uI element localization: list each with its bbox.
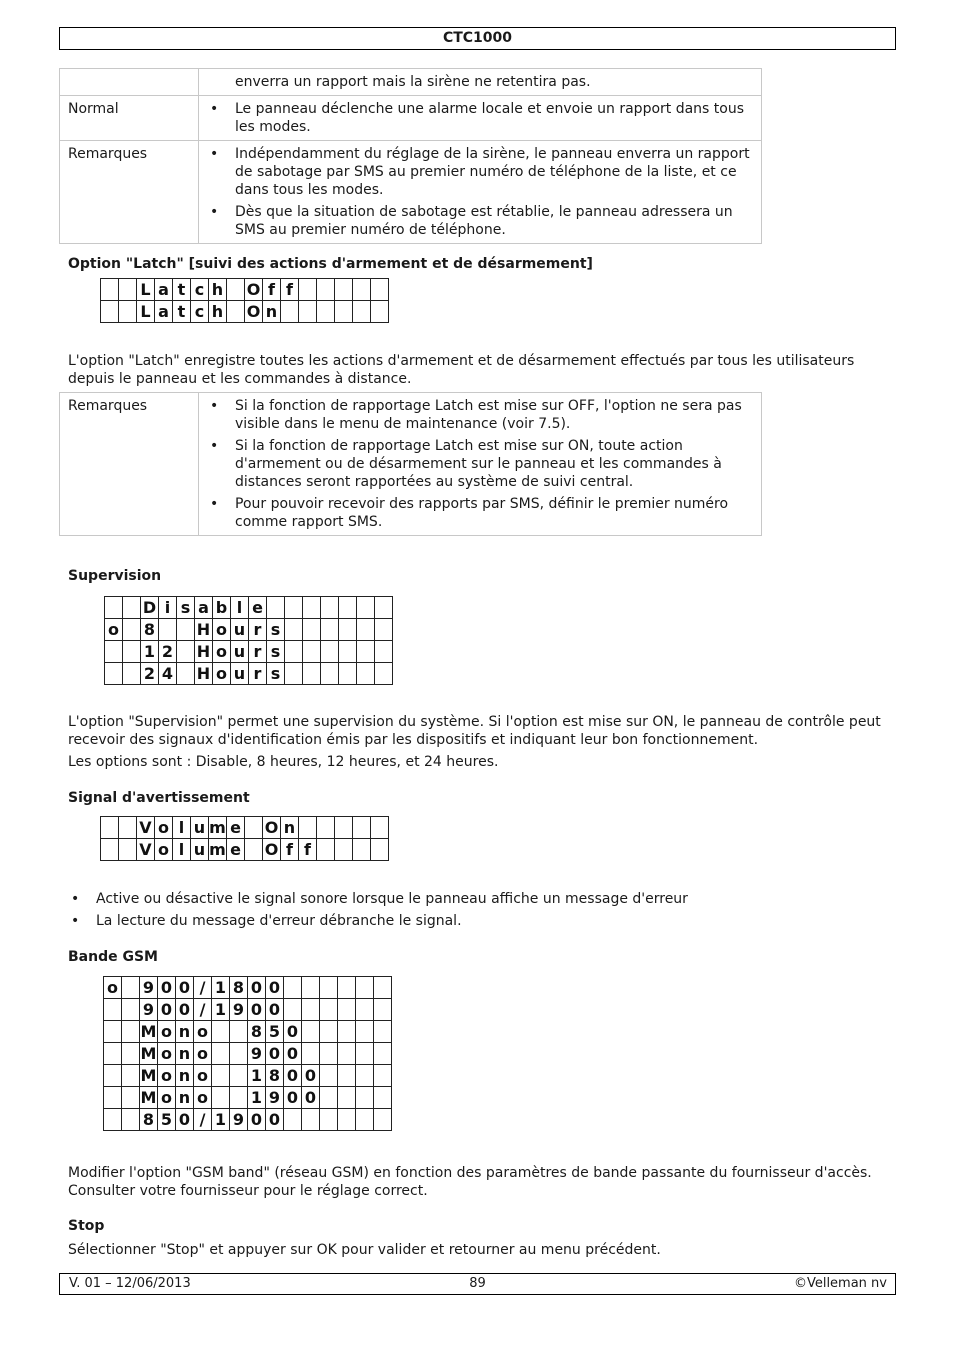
list-item: • Si la fonction de rapportage Latch est mise sur OFF, l'option ne sera pas visible dans le menu de maintenance (voir 7.5).: [207, 397, 753, 433]
lcd-cell: n: [263, 301, 281, 323]
lcd-cell: 0: [284, 1087, 302, 1109]
lcd-cell: [338, 1087, 356, 1109]
lcd-cell: [212, 1065, 230, 1087]
lcd-cell: [230, 1021, 248, 1043]
lcd-cell: [338, 1021, 356, 1043]
lcd-cell: L: [137, 279, 155, 301]
signal-bullet-list: [68, 890, 894, 930]
row-label: [60, 69, 199, 96]
lcd-cell: M: [140, 1044, 157, 1063]
lcd-cell: t: [173, 301, 191, 323]
lcd-cell: [374, 1043, 392, 1065]
lcd-cell: 0: [176, 999, 194, 1021]
lcd-cell: [101, 301, 119, 323]
lcd-cell: n: [176, 1087, 194, 1109]
lcd-cell: [356, 1043, 374, 1065]
lcd-cell: [374, 1087, 392, 1109]
lcd-cell: 0: [266, 1043, 284, 1065]
lcd-cell: [285, 619, 303, 641]
lcd-cell: [353, 279, 371, 301]
lcd-cell: e: [249, 597, 267, 619]
list-item: • Pour pouvoir recevoir des rapports par SMS, définir le premier numéro comme rapport SMS.: [207, 495, 753, 531]
lcd-cell: s: [177, 597, 195, 619]
lcd-cell: [357, 641, 375, 663]
lcd-cell: a: [195, 597, 213, 619]
lcd-cell: o: [105, 619, 123, 641]
row-label: Remarques: [60, 141, 199, 244]
lcd-cell: [320, 977, 338, 999]
lcd-cell: M: [140, 1088, 157, 1107]
lcd-cell: 0: [158, 977, 176, 999]
lcd-cell: [321, 663, 339, 685]
lcd-display-gsm: [103, 976, 392, 1131]
lcd-cell: 2: [159, 641, 177, 663]
lcd-cell: [321, 641, 339, 663]
lcd-cell: [104, 1021, 122, 1043]
lcd-cell: [177, 619, 195, 641]
lcd-cell: [353, 839, 371, 861]
lcd-cell: [303, 663, 321, 685]
lcd-cell: [302, 1021, 320, 1043]
lcd-cell: [321, 619, 339, 641]
lcd-cell: [353, 817, 371, 839]
lcd-cell: o: [213, 619, 231, 641]
table-sabotage-options: [59, 68, 762, 244]
lcd-cell: [356, 1021, 374, 1043]
lcd-cell: 8: [248, 1021, 266, 1043]
lcd-cell: 0: [302, 1087, 320, 1109]
lcd-cell: m: [209, 818, 226, 837]
footer-version: V. 01 – 12/06/2013: [69, 1276, 191, 1291]
lcd-cell: o: [158, 1065, 176, 1087]
lcd-row: [105, 641, 393, 663]
lcd-cell: [122, 1021, 140, 1043]
list-item: • Dès que la situation de sabotage est rétablie, le panneau adressera un SMS au premier numéro de téléphone.: [207, 203, 753, 239]
lcd-cell: O: [263, 817, 281, 839]
lcd-cell: [230, 1087, 248, 1109]
lcd-cell: s: [267, 641, 285, 663]
list-item: • La lecture du message d'erreur débranche le signal.: [68, 912, 894, 930]
lcd-cell: [339, 619, 357, 641]
lcd-cell: [353, 301, 371, 323]
lcd-cell: [357, 597, 375, 619]
lcd-cell: [119, 279, 137, 301]
lcd-row: [105, 663, 393, 685]
lcd-cell: 8: [266, 1065, 284, 1087]
lcd-row: [104, 999, 392, 1021]
lcd-cell: [302, 1043, 320, 1065]
lcd-cell: [371, 301, 389, 323]
lcd-row: [101, 839, 389, 861]
lcd-cell: 5: [158, 1109, 176, 1131]
lcd-cell: [371, 279, 389, 301]
page-header: CTC1000: [59, 27, 896, 50]
lcd-cell: [339, 641, 357, 663]
lcd-cell: [230, 1043, 248, 1065]
lcd-cell: [321, 597, 339, 619]
lcd-row: [104, 1065, 392, 1087]
lcd-cell: [122, 999, 140, 1021]
row-continuation-text: enverra un rapport mais la sirène ne retentira pas.: [235, 74, 591, 90]
lcd-cell: [317, 301, 335, 323]
lcd-cell: [119, 839, 137, 861]
lcd-cell: [320, 999, 338, 1021]
lcd-cell: [104, 1043, 122, 1065]
lcd-cell: 2: [141, 663, 159, 685]
lcd-cell: [339, 597, 357, 619]
lcd-cell: 9: [248, 1043, 266, 1065]
lcd-cell: c: [191, 279, 209, 301]
table-latch-remarks: [59, 392, 762, 536]
row-label: Remarques: [60, 393, 199, 536]
lcd-cell: V: [137, 817, 155, 839]
footer-copyright: ©Velleman nv: [793, 1276, 887, 1291]
lcd-cell: [320, 1065, 338, 1087]
lcd-cell: o: [213, 641, 231, 663]
lcd-cell: 0: [266, 1109, 284, 1131]
lcd-cell: u: [231, 641, 249, 663]
lcd-cell: 1: [141, 641, 159, 663]
lcd-cell: [122, 1109, 140, 1131]
lcd-cell: [212, 1021, 230, 1043]
lcd-cell: u: [191, 817, 209, 839]
lcd-cell: [101, 839, 119, 861]
lcd-cell: [284, 999, 302, 1021]
lcd-cell: 8: [141, 619, 159, 641]
lcd-cell: 5: [266, 1021, 284, 1043]
list-item: • Active ou désactive le signal sonore lorsque le panneau affiche un message d'erreur: [68, 890, 894, 908]
lcd-cell: [299, 817, 317, 839]
lcd-cell: [267, 597, 285, 619]
lcd-cell: e: [227, 839, 245, 861]
lcd-cell: [374, 1065, 392, 1087]
lcd-cell: s: [267, 619, 285, 641]
stop-description: Sélectionner "Stop" et appuyer sur OK pour valider et retourner au menu précédent.: [68, 1242, 661, 1258]
page-number: 89: [469, 1276, 486, 1291]
lcd-cell: 9: [140, 999, 158, 1021]
lcd-cell: [335, 817, 353, 839]
lcd-cell: 0: [248, 977, 266, 999]
lcd-cell: [105, 663, 123, 685]
lcd-cell: o: [194, 1065, 212, 1087]
section-heading-supervision: Supervision: [68, 568, 162, 584]
lcd-row: [101, 279, 389, 301]
lcd-cell: o: [158, 1087, 176, 1109]
lcd-cell: [335, 279, 353, 301]
lcd-cell: [122, 1043, 140, 1065]
section-heading-signal: Signal d'avertissement: [68, 790, 250, 806]
lcd-cell: [302, 1109, 320, 1131]
lcd-cell: 0: [284, 1065, 302, 1087]
lcd-cell: l: [231, 597, 249, 619]
supervision-description: L'option "Supervision" permet une supervision du système. Si l'option est mise sur ON, le panneau de contrôle peut recevoir des signaux d'identification émis par les dispositifs et indiquant leur bon fonctionnement.: [68, 714, 881, 748]
lcd-cell: o: [194, 1021, 212, 1043]
lcd-cell: [101, 817, 119, 839]
lcd-cell: f: [281, 279, 299, 301]
lcd-cell: [338, 977, 356, 999]
lcd-cell: n: [176, 1021, 194, 1043]
lcd-row: [104, 1087, 392, 1109]
lcd-cell: M: [140, 1066, 157, 1085]
lcd-cell: 9: [230, 999, 248, 1021]
lcd-row: [105, 619, 393, 641]
lcd-cell: o: [104, 977, 122, 999]
lcd-cell: [317, 279, 335, 301]
lcd-display-latch: [100, 278, 389, 323]
lcd-cell: [317, 817, 335, 839]
lcd-cell: 0: [284, 1043, 302, 1065]
lcd-cell: [335, 839, 353, 861]
lcd-cell: [284, 977, 302, 999]
lcd-cell: 8: [230, 977, 248, 999]
lcd-cell: [302, 999, 320, 1021]
lcd-cell: s: [267, 663, 285, 685]
lcd-cell: H: [195, 619, 213, 641]
lcd-cell: [245, 839, 263, 861]
lcd-cell: [104, 1087, 122, 1109]
lcd-cell: c: [191, 301, 209, 323]
lcd-cell: [104, 1109, 122, 1131]
lcd-cell: [357, 663, 375, 685]
lcd-cell: l: [173, 839, 191, 861]
row-label: Normal: [60, 96, 199, 141]
lcd-cell: f: [263, 279, 281, 301]
lcd-cell: r: [249, 619, 267, 641]
lcd-cell: a: [155, 301, 173, 323]
lcd-cell: [375, 641, 393, 663]
lcd-cell: o: [158, 1021, 176, 1043]
lcd-cell: [227, 279, 245, 301]
latch-description: L'option "Latch" enregistre toutes les actions d'armement et de désarmement effectués par tous les utilisateurs depuis le panneau et les commandes à distance.: [68, 353, 855, 387]
lcd-cell: [374, 999, 392, 1021]
lcd-cell: [339, 663, 357, 685]
lcd-cell: V: [137, 839, 155, 861]
supervision-options: Les options sont : Disable, 8 heures, 12 heures, et 24 heures.: [68, 754, 499, 770]
lcd-cell: 0: [266, 977, 284, 999]
lcd-cell: O: [245, 301, 263, 323]
lcd-cell: [245, 817, 263, 839]
lcd-cell: [123, 619, 141, 641]
lcd-cell: 1: [248, 1087, 266, 1109]
lcd-cell: [303, 597, 321, 619]
lcd-cell: [285, 597, 303, 619]
lcd-cell: 0: [158, 999, 176, 1021]
lcd-cell: 1: [212, 1109, 230, 1131]
lcd-cell: L: [137, 301, 155, 323]
gsm-description: Modifier l'option "GSM band" (réseau GSM) en fonction des paramètres de bande passante du fournisseur d'accès. Consulter votre fournisseur pour le réglage correct.: [68, 1165, 872, 1199]
lcd-cell: [284, 1109, 302, 1131]
lcd-cell: [356, 1109, 374, 1131]
lcd-cell: 0: [248, 999, 266, 1021]
lcd-cell: [356, 1087, 374, 1109]
lcd-cell: [123, 663, 141, 685]
lcd-cell: r: [249, 663, 267, 685]
lcd-cell: 8: [140, 1109, 158, 1131]
lcd-cell: 1: [212, 977, 230, 999]
lcd-cell: M: [140, 1022, 157, 1041]
lcd-cell: [374, 977, 392, 999]
list-item: • Si la fonction de rapportage Latch est mise sur ON, toute action d'armement ou de désarmement sur le panneau et les commandes à distances seront rapportées au système de suivi central.: [207, 437, 753, 491]
lcd-cell: e: [227, 817, 245, 839]
lcd-cell: i: [159, 597, 177, 619]
lcd-cell: f: [281, 839, 299, 861]
lcd-cell: O: [245, 279, 263, 301]
lcd-cell: [375, 597, 393, 619]
lcd-cell: n: [281, 817, 299, 839]
lcd-cell: [356, 977, 374, 999]
lcd-cell: [212, 1043, 230, 1065]
lcd-cell: l: [173, 817, 191, 839]
lcd-cell: [375, 663, 393, 685]
lcd-cell: f: [299, 839, 317, 861]
lcd-cell: [374, 1021, 392, 1043]
lcd-row: [101, 301, 389, 323]
lcd-cell: u: [231, 619, 249, 641]
lcd-cell: 0: [284, 1021, 302, 1043]
lcd-cell: [356, 999, 374, 1021]
lcd-cell: [357, 619, 375, 641]
lcd-cell: [320, 1021, 338, 1043]
lcd-cell: [104, 999, 122, 1021]
lcd-cell: [122, 1065, 140, 1087]
lcd-cell: H: [195, 663, 213, 685]
lcd-cell: [335, 301, 353, 323]
lcd-cell: 9: [140, 977, 158, 999]
lcd-cell: [302, 977, 320, 999]
lcd-cell: m: [209, 840, 226, 859]
lcd-cell: u: [231, 663, 249, 685]
lcd-cell: t: [173, 279, 191, 301]
lcd-row: [104, 1043, 392, 1065]
lcd-cell: [177, 641, 195, 663]
lcd-cell: [375, 619, 393, 641]
lcd-cell: o: [194, 1043, 212, 1065]
lcd-cell: /: [194, 999, 212, 1021]
lcd-cell: [299, 279, 317, 301]
lcd-cell: [371, 817, 389, 839]
lcd-cell: o: [194, 1087, 212, 1109]
lcd-cell: [104, 1065, 122, 1087]
lcd-cell: h: [209, 279, 227, 301]
lcd-cell: 0: [176, 1109, 194, 1131]
lcd-cell: [285, 663, 303, 685]
lcd-cell: h: [209, 301, 227, 323]
lcd-cell: [119, 817, 137, 839]
lcd-cell: [281, 301, 299, 323]
lcd-cell: 1: [212, 999, 230, 1021]
lcd-cell: 0: [266, 999, 284, 1021]
table-row: [60, 96, 762, 141]
lcd-display-supervision: [104, 596, 393, 685]
lcd-cell: [177, 663, 195, 685]
lcd-cell: 4: [159, 663, 177, 685]
lcd-cell: [123, 597, 141, 619]
page-footer: [59, 1273, 896, 1295]
lcd-cell: [105, 597, 123, 619]
lcd-cell: [320, 1043, 338, 1065]
lcd-cell: [285, 641, 303, 663]
lcd-cell: [122, 977, 140, 999]
lcd-cell: [303, 641, 321, 663]
lcd-cell: [338, 1043, 356, 1065]
lcd-cell: [119, 301, 137, 323]
lcd-cell: u: [191, 839, 209, 861]
lcd-cell: H: [195, 641, 213, 663]
lcd-cell: /: [194, 977, 212, 999]
lcd-cell: [101, 279, 119, 301]
lcd-cell: [320, 1087, 338, 1109]
lcd-cell: a: [155, 279, 173, 301]
lcd-cell: [299, 301, 317, 323]
lcd-row: [105, 597, 393, 619]
lcd-cell: [338, 1065, 356, 1087]
lcd-cell: [374, 1109, 392, 1131]
lcd-cell: [371, 839, 389, 861]
lcd-cell: o: [155, 839, 173, 861]
lcd-cell: /: [194, 1109, 212, 1131]
lcd-cell: b: [213, 597, 231, 619]
list-item: • Indépendamment du réglage de la sirène, le panneau enverra un rapport de sabotage par SMS au premier numéro de téléphone de la liste, et ce dans tous les modes.: [207, 145, 753, 199]
lcd-cell: o: [158, 1043, 176, 1065]
lcd-cell: 9: [230, 1109, 248, 1131]
lcd-cell: 0: [302, 1065, 320, 1087]
lcd-display-signal: [100, 816, 389, 861]
lcd-cell: D: [141, 597, 159, 619]
lcd-cell: [317, 839, 335, 861]
table-row: [60, 141, 762, 244]
table-row: [60, 69, 762, 96]
lcd-cell: o: [155, 817, 173, 839]
lcd-cell: 1: [248, 1065, 266, 1087]
lcd-cell: [212, 1087, 230, 1109]
lcd-cell: [227, 301, 245, 323]
list-item: • Le panneau déclenche une alarme locale et envoie un rapport dans tous les modes.: [207, 100, 753, 136]
lcd-row: [101, 817, 389, 839]
lcd-cell: [159, 619, 177, 641]
lcd-cell: [338, 1109, 356, 1131]
lcd-cell: [105, 641, 123, 663]
section-heading-stop: Stop: [68, 1218, 105, 1234]
lcd-cell: r: [249, 641, 267, 663]
lcd-row: [104, 1021, 392, 1043]
section-heading-gsm: Bande GSM: [68, 949, 158, 965]
lcd-cell: [122, 1087, 140, 1109]
lcd-cell: [303, 619, 321, 641]
lcd-cell: 0: [248, 1109, 266, 1131]
section-heading-latch: Option "Latch" [suivi des actions d'armement et de désarmement]: [68, 256, 593, 272]
lcd-cell: o: [213, 663, 231, 685]
lcd-row: [104, 1109, 392, 1131]
lcd-row: [104, 977, 392, 999]
lcd-cell: n: [176, 1065, 194, 1087]
lcd-cell: [356, 1065, 374, 1087]
table-row: [60, 393, 762, 536]
lcd-cell: 0: [176, 977, 194, 999]
lcd-cell: [338, 999, 356, 1021]
lcd-cell: [320, 1109, 338, 1131]
lcd-cell: n: [176, 1043, 194, 1065]
lcd-cell: [123, 641, 141, 663]
lcd-cell: O: [263, 839, 281, 861]
lcd-cell: [230, 1065, 248, 1087]
lcd-cell: 9: [266, 1087, 284, 1109]
